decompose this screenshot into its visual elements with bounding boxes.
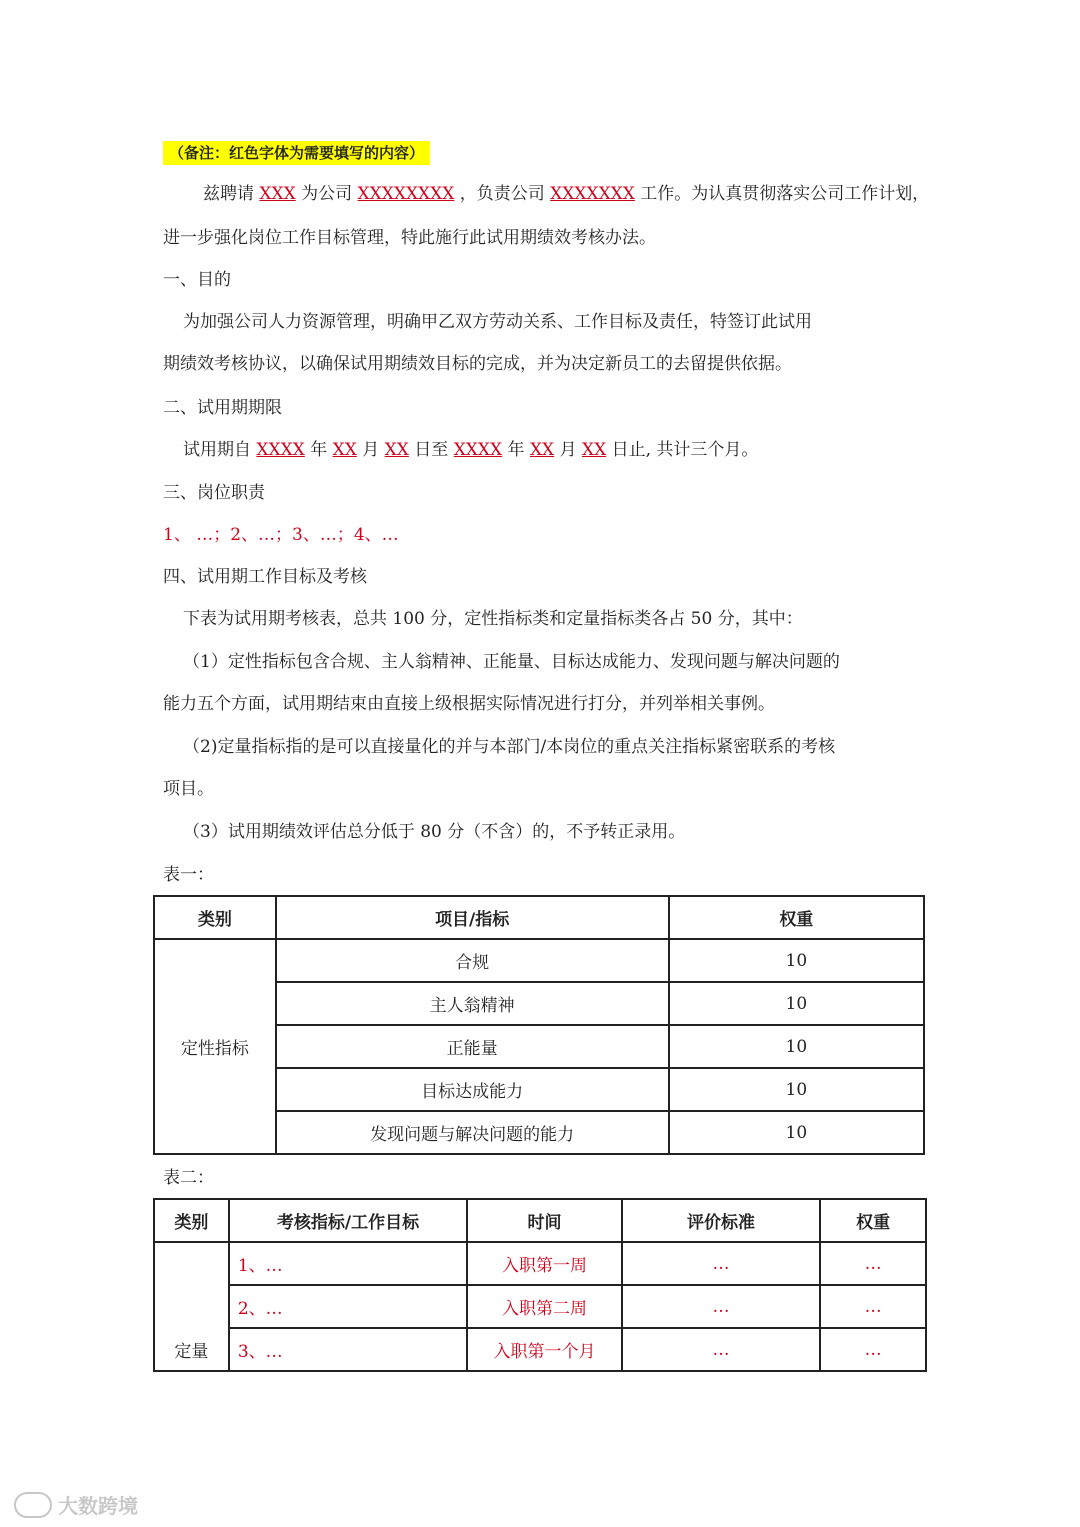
start-year-blank: XXXX: [256, 440, 305, 460]
section-1-body-2: 期绩效考核协议，以确保试用期绩效目标的完成，并为决定新员工的去留提供依据。: [163, 354, 792, 374]
table-2-caption: 表二：: [163, 1168, 214, 1188]
item-cell: 发现问题与解决问题的能力: [276, 1111, 669, 1154]
weight-cell: 10: [669, 939, 924, 982]
standard-cell: …: [622, 1242, 820, 1285]
table-1-caption: 表一：: [163, 865, 214, 885]
header-time: 时间: [467, 1199, 622, 1242]
goal-cell: 1、…: [229, 1242, 467, 1285]
table-quantitative: [153, 1198, 927, 1372]
probation-period-line: [183, 438, 758, 462]
header-weight: 权重: [669, 896, 924, 939]
weight-cell: …: [820, 1328, 926, 1371]
section-4-point-3: （3）试用期绩效评估总分低于 80 分（不含）的，不予转正录用。: [183, 822, 686, 842]
watermark-logo-icon: [14, 1492, 52, 1518]
table-row: [154, 1285, 926, 1328]
period-text-end: 日止, 共计三个月。: [611, 440, 759, 460]
intro-line-2: 进一步强化岗位工作目标管理，特此施行此试用期绩效考核办法。: [163, 228, 656, 248]
start-month-blank: XX: [332, 440, 357, 460]
section-4-title: 四、试用期工作目标及考核: [163, 567, 367, 587]
table-row: [154, 939, 924, 982]
section-4-point-2b: 项目。: [163, 779, 214, 799]
item-cell: 主人翁精神: [276, 982, 669, 1025]
goal-cell: 2、…: [229, 1285, 467, 1328]
header-category: 类别: [154, 1199, 229, 1242]
category-cell: 定量: [154, 1242, 229, 1371]
header-weight: 权重: [820, 1199, 926, 1242]
table-header-row: [154, 896, 924, 939]
period-text-start: 试用期自: [183, 440, 251, 460]
watermark: [14, 1490, 138, 1519]
position-blank: XXXXXXXX: [357, 184, 455, 204]
intro-text-4: 工作。为认真贯彻落实公司工作计划，: [640, 184, 930, 204]
goal-cell: 3、…: [229, 1328, 467, 1371]
table-header-row: [154, 1199, 926, 1242]
category-cell: 定性指标: [154, 939, 276, 1154]
weight-cell: 10: [669, 1068, 924, 1111]
standard-cell: …: [622, 1328, 820, 1371]
item-cell: 正能量: [276, 1025, 669, 1068]
time-cell: 入职第二周: [467, 1285, 622, 1328]
section-1-body-1: 为加强公司人力资源管理，明确甲乙双方劳动关系、工作目标及责任，特签订此试用: [183, 312, 812, 332]
year-label: 年: [310, 440, 328, 460]
day-to-label: 日至: [414, 440, 449, 460]
time-cell: 入职第一个月: [467, 1328, 622, 1371]
year-label-2: 年: [507, 440, 525, 460]
header-category: 类别: [154, 896, 276, 939]
table-row: [154, 1242, 926, 1285]
header-goal: 考核指标/工作目标: [229, 1199, 467, 1242]
duty-items: 1、 …；2、…；3、…；4、…: [163, 525, 399, 545]
end-day-blank: XX: [581, 440, 607, 460]
table-row: [154, 1328, 926, 1371]
month-label-2: 月: [559, 440, 577, 460]
standard-cell: …: [622, 1285, 820, 1328]
section-4-point-2a: （2)定量指标指的是可以直接量化的并与本部门/本岗位的重点关注指标紧密联系的考核: [183, 737, 836, 757]
header-standard: 评价标准: [622, 1199, 820, 1242]
intro-text-1: 兹聘请: [203, 184, 254, 204]
month-label: 月: [362, 440, 380, 460]
weight-cell: 10: [669, 982, 924, 1025]
section-3-title: 三、岗位职责: [163, 483, 265, 503]
intro-text-3: ，负责公司: [459, 184, 545, 204]
end-year-blank: XXXX: [453, 440, 503, 460]
item-cell: 目标达成能力: [276, 1068, 669, 1111]
intro-line-1: [203, 182, 929, 206]
weight-cell: …: [820, 1285, 926, 1328]
item-cell: 合规: [276, 939, 669, 982]
weight-cell: …: [820, 1242, 926, 1285]
weight-cell: 10: [669, 1025, 924, 1068]
section-4-point-1b: 能力五个方面，试用期结束由直接上级根据实际情况进行打分，并列举相关事例。: [163, 694, 775, 714]
end-month-blank: XX: [529, 440, 555, 460]
section-2-title: 二、试用期期限: [163, 398, 282, 418]
intro-text-2: 为公司: [301, 184, 353, 204]
note-highlight: （备注：红色字体为需要填写的内容）: [163, 141, 430, 165]
section-1-title: 一、目的: [163, 270, 231, 290]
work-blank: XXXXXXX: [550, 184, 635, 204]
weight-cell: 10: [669, 1111, 924, 1154]
table-qualitative: [153, 895, 925, 1155]
section-4-point-1a: （1）定性指标包含合规、主人翁精神、正能量、目标达成能力、发现问题与解决问题的: [183, 652, 840, 672]
name-blank: XXX: [259, 184, 296, 204]
section-4-body: 下表为试用期考核表，总共 100 分，定性指标类和定量指标类各占 50 分，其中：: [183, 609, 803, 629]
watermark-text: 大数跨境: [58, 1494, 138, 1518]
time-cell: 入职第一周: [467, 1242, 622, 1285]
start-day-blank: XX: [384, 440, 409, 460]
header-item: 项目/指标: [276, 896, 669, 939]
